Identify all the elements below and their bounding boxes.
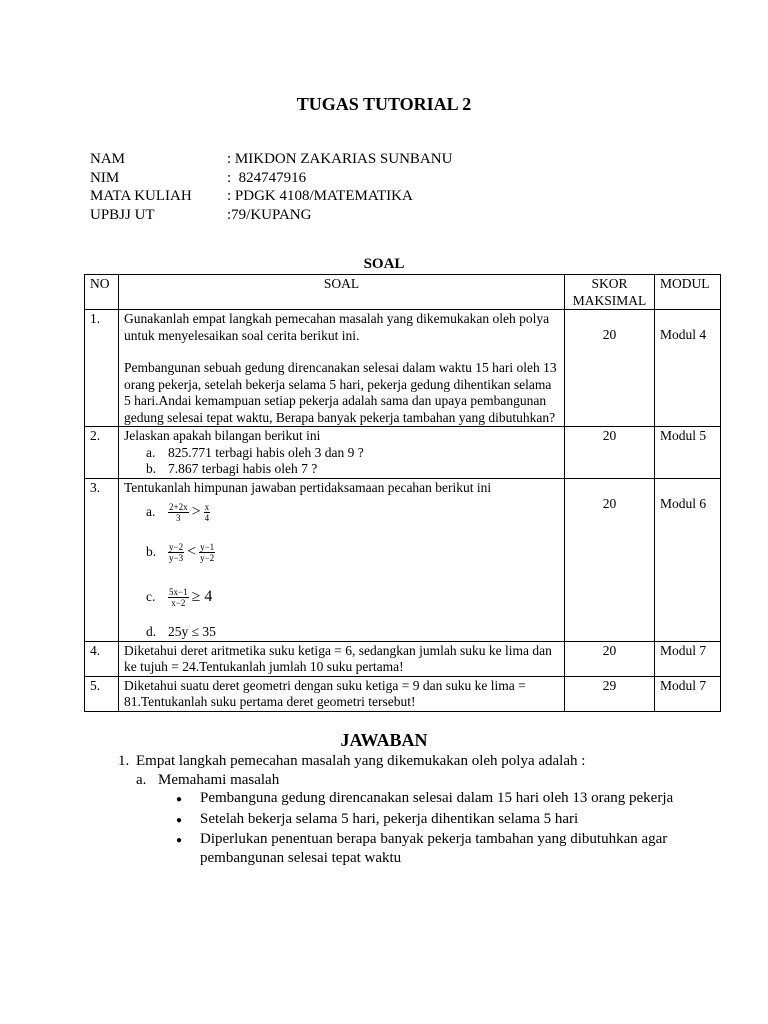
sub-text: 25y ≤ 35	[168, 624, 216, 639]
denominator: y−2	[200, 552, 215, 563]
numerator: y−2	[169, 541, 184, 552]
question-text: Tentukanlah himpunan jawaban pertidaksamaan pecahan berikut ini	[124, 479, 492, 495]
operator: >	[191, 502, 201, 520]
table-header-row	[85, 275, 721, 310]
operator: <	[187, 542, 197, 560]
fraction	[168, 502, 189, 523]
numerator: y−1	[200, 541, 215, 552]
sub-text: 7.867 terbagi habis oleh 7 ?	[168, 461, 318, 476]
list-item	[176, 810, 698, 831]
sub-label: c.	[146, 588, 156, 604]
soal-heading: SOAL	[363, 256, 405, 272]
answer-number: 1.	[118, 753, 130, 769]
table-row	[85, 310, 721, 427]
answer-sub-label: a.	[136, 771, 147, 788]
header-no: NO	[85, 275, 119, 310]
sub-label: d.	[146, 624, 157, 639]
sub-question	[124, 445, 559, 462]
module: Modul 5	[655, 427, 721, 479]
fraction	[168, 542, 184, 563]
inequality-b	[124, 528, 559, 576]
bullet-icon	[176, 810, 200, 831]
numerator: x	[204, 501, 210, 512]
identity-key: NIM	[90, 169, 120, 186]
inequality-a	[124, 496, 559, 528]
identity-key: NAM	[90, 151, 126, 167]
identity-block	[90, 150, 452, 224]
soal-table	[84, 274, 721, 712]
table-row	[85, 676, 721, 711]
question-cell	[119, 310, 565, 427]
answer-text: Empat langkah pemecahan masalah yang dikemukakan oleh polya adalah :	[136, 753, 586, 769]
bullet-icon	[176, 789, 200, 810]
fraction	[204, 502, 211, 523]
module: Modul 6	[655, 478, 721, 641]
fraction	[168, 587, 189, 608]
sub-label: a.	[146, 444, 156, 460]
module: Modul 4	[655, 310, 721, 427]
row-number: 3.	[85, 478, 119, 641]
identity-row-nim	[90, 169, 452, 188]
identity-value: : 824747916	[227, 169, 307, 186]
question-cell	[119, 478, 565, 641]
identity-row-course	[90, 187, 452, 206]
identity-key: UPBJJ UT	[90, 206, 155, 223]
table-row	[85, 641, 721, 676]
identity-row-name	[90, 150, 452, 169]
sub-label: a.	[146, 503, 156, 519]
denominator: y−3	[169, 552, 184, 563]
identity-row-upbjj	[90, 206, 452, 225]
denominator: 4	[204, 512, 210, 523]
header-skor: SKOR MAKSIMAL	[565, 275, 655, 310]
header-soal: SOAL	[119, 275, 565, 310]
sub-label: b.	[146, 543, 157, 559]
identity-key: MATA KULIAH	[90, 188, 192, 204]
module: Modul 7	[655, 641, 721, 676]
question-text: Diketahui suatu deret geometri dengan suku ketiga = 9 dan suku ke lima = 81.Tentukanlah suku pertama deret geometri tersebut!	[119, 676, 565, 711]
inequality-d	[124, 624, 559, 641]
row-number: 4.	[85, 641, 119, 676]
max-score: 20	[565, 641, 655, 676]
table-row	[85, 478, 721, 641]
list-item	[176, 789, 698, 810]
bullet-text: Diperlukan penentuan berapa banyak pekerja tambahan yang dibutuhkan agar pembangunan selesai tepat waktu	[200, 831, 668, 866]
max-score: 20	[565, 478, 655, 641]
bullet-text: Pembanguna gedung direncanakan selesai dalam 15 hari oleh 13 orang pekerja	[200, 790, 674, 806]
numerator: 2+2x	[169, 501, 188, 512]
module: Modul 7	[655, 676, 721, 711]
header-modul: MODUL	[655, 275, 721, 310]
identity-value: : PDGK 4108/MATEMATIKA	[227, 188, 413, 204]
sub-text: 825.771 terbagi habis oleh 3 dan 9 ?	[168, 444, 364, 460]
answer-sub-text: Memahami masalah	[158, 771, 280, 788]
max-score: 20	[565, 310, 655, 427]
denominator: 3	[176, 512, 181, 523]
sub-label: b.	[146, 461, 157, 476]
bullet-text: Setelah bekerja selama 5 hari, pekerja dihentikan selama 5 hari	[200, 810, 579, 827]
sub-question	[124, 461, 559, 478]
fraction	[199, 542, 215, 563]
row-number: 5.	[85, 676, 119, 711]
bullet-list	[176, 789, 698, 867]
answer-subitem	[136, 771, 698, 790]
operator: ≥ 4	[191, 587, 213, 605]
bullet-icon	[176, 830, 200, 867]
row-number: 1.	[85, 310, 119, 427]
question-story: Pembangunan sebuah gedung direncanakan selesai dalam waktu 15 hari oleh 13 orang pekerja, setelah bekerja selama 5 hari, pekerja gedung dihentikan selama 5 hari.Andai kemampuan setiap pekerja adalah sama dan upaya pembangunan gedung selesai tepat waktu, Berapa banyak pekerja tambahan yang dibutuhkan?	[124, 360, 557, 425]
document-title: TUGAS TUTORIAL 2	[296, 94, 472, 114]
answer-block	[118, 752, 698, 867]
table-row	[85, 427, 721, 479]
denominator: x−2	[171, 597, 186, 608]
numerator: 5x−1	[169, 586, 188, 597]
identity-value: : MIKDON ZAKARIAS SUNBANU	[227, 151, 453, 167]
inequality-c	[124, 576, 559, 618]
identity-value: :79/KUPANG	[227, 206, 312, 223]
question-text: Jelaskan apakah bilangan berikut ini	[124, 428, 321, 443]
jawaban-heading: JAWABAN	[340, 730, 428, 750]
list-item	[176, 830, 698, 867]
answer-item	[118, 752, 698, 771]
row-number: 2.	[85, 427, 119, 479]
question-text: Diketahui deret aritmetika suku ketiga = 6, sedangkan jumlah suku ke lima dan ke tujuh = 24.Tentukanlah jumlah 10 suku pertama!	[119, 641, 565, 676]
question-text: Gunakanlah empat langkah pemecahan masalah yang dikemukakan oleh polya untuk menyelesaikan soal cerita berikut ini.	[124, 311, 550, 343]
max-score: 20	[565, 427, 655, 479]
max-score: 29	[565, 676, 655, 711]
question-cell	[119, 427, 565, 479]
